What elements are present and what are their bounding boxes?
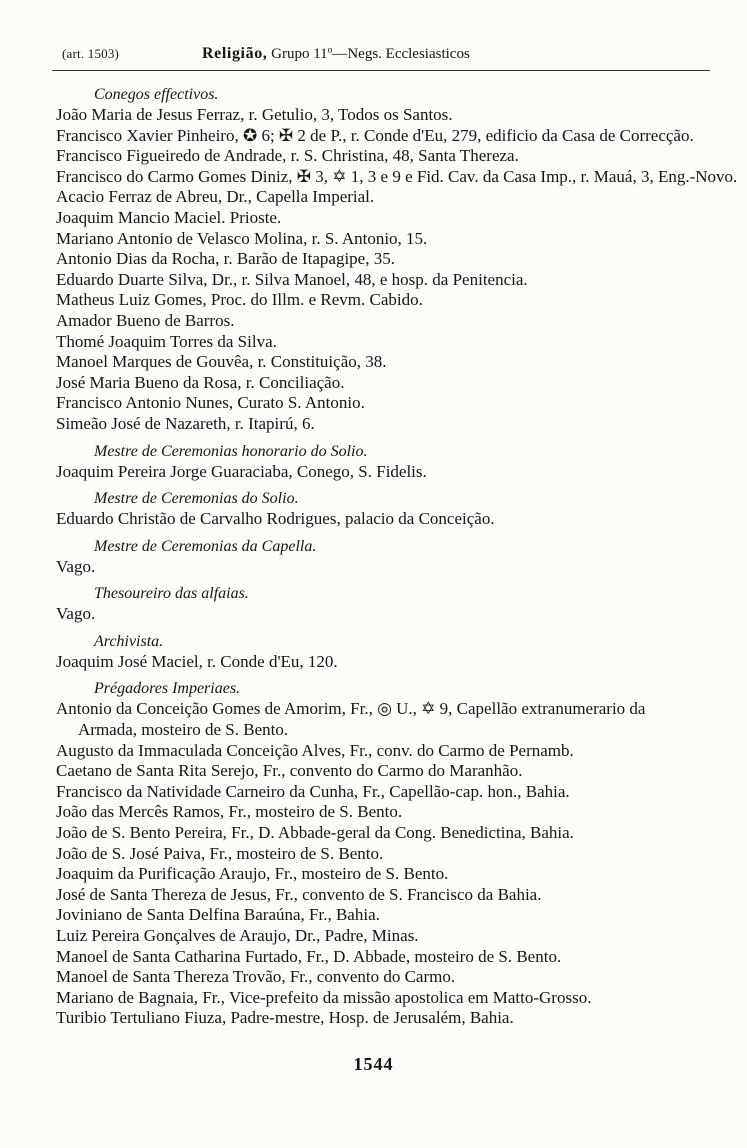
section-heading-rest: Grupo 11º—Negs. Ecclesiasticos: [267, 46, 470, 62]
list-item: Francisco Figueiredo de Andrade, r. S. Christina, 48, Santa Thereza.: [56, 146, 519, 166]
running-header: [52, 42, 712, 66]
section-heading-bold: Religião,: [202, 45, 268, 62]
list-item: Vago.: [56, 604, 96, 624]
section-title: Conegos effectivos.: [94, 86, 219, 103]
list-item: Francisco da Natividade Carneiro da Cunha, Fr., Capellão-cap. hon., Bahia.: [56, 781, 570, 801]
list-item: Caetano de Santa Rita Serejo, Fr., convento do Carmo do Maranhão.: [56, 761, 523, 781]
entry-list: [0, 509, 747, 530]
list-item: Joaquim Mancio Maciel. Prioste.: [56, 207, 282, 227]
article-reference: (art. 1503): [62, 46, 120, 61]
list-item: Manoel de Santa Thereza Trovão, Fr., convento do Carmo.: [56, 967, 456, 987]
list-item: Francisco Xavier Pinheiro, ✪ 6; ✠ 2 de P., r. Conde d'Eu, 279, edificio da Casa de Correcção.: [56, 125, 694, 145]
list-item: Francisco Antonio Nunes, Curato S. Antonio.: [56, 393, 365, 413]
list-item: Mariano Antonio de Velasco Molina, r. S. Antonio, 15.: [56, 228, 428, 248]
list-item: Simeão José de Nazareth, r. Itapirú, 6.: [56, 413, 315, 433]
list-item: João de S. José Paiva, Fr., mosteiro de S. Bento.: [56, 843, 384, 863]
section-title: Archivista.: [94, 632, 164, 650]
list-item: Turibio Tertuliano Fiuza, Padre-mestre, Hosp. de Jerusalém, Bahia.: [56, 1008, 514, 1028]
list-item: Joviniano de Santa Delfina Baraúna, Fr., Bahia.: [56, 905, 380, 925]
list-item: Augusto da Immaculada Conceição Alves, Fr., conv. do Carmo de Pernamb.: [56, 740, 574, 760]
list-item: Antonio Dias da Rocha, r. Barão de Itapagipe, 35.: [56, 249, 395, 269]
section-title: Mestre de Ceremonias honorario do Solio.: [94, 442, 368, 460]
section-title: Thesoureiro das alfaias.: [94, 585, 249, 603]
list-item: Eduardo Duarte Silva, Dr., r. Silva Manoel, 48, e hosp. da Penitencia.: [56, 269, 528, 289]
list-item: Joaquim Pereira Jorge Guaraciaba, Conego, S. Fidelis.: [56, 461, 427, 481]
section-3: [0, 536, 747, 578]
page-number: 1544: [353, 1054, 394, 1074]
list-item: Joaquim José Maciel, r. Conde d'Eu, 120.: [56, 651, 338, 671]
list-item: João das Mercês Ramos, Fr., mosteiro de S. Bento.: [56, 802, 403, 822]
list-item: Matheus Luiz Gomes, Proc. do Illm. e Revm. Cabido.: [56, 290, 423, 310]
section-heading: [202, 42, 470, 66]
list-item: Mariano de Bagnaia, Fr., Vice-prefeito da missão apostolica em Matto-Grosso.: [56, 987, 592, 1007]
list-item: Amador Bueno de Barros.: [56, 310, 235, 330]
list-item: José Maria Bueno da Rosa, r. Conciliação.: [56, 372, 345, 392]
list-item: Luiz Pereira Gonçalves de Araujo, Dr., Padre, Minas.: [56, 926, 419, 945]
list-item: Manoel Marques de Gouvêa, r. Constituição, 38.: [56, 352, 387, 372]
section-5: [0, 631, 747, 673]
entry-list: [0, 105, 747, 435]
section-title: Mestre de Ceremonias da Capella.: [94, 537, 317, 555]
list-item: Manoel de Santa Catharina Furtado, Fr., D. Abbade, mosteiro de S. Bento.: [56, 946, 562, 966]
list-item: Eduardo Christão de Carvalho Rodrigues, palacio da Conceição.: [56, 509, 495, 529]
entry-list: [0, 699, 747, 1029]
entry-list: [0, 652, 747, 673]
section-6: [0, 678, 747, 1029]
list-item: Acacio Ferraz de Abreu, Dr., Capella Imperial.: [56, 187, 375, 207]
list-item: Joaquim da Purificação Araujo, Fr., mosteiro de S. Bento.: [56, 864, 449, 884]
list-item: Antonio da Conceição Gomes de Amorim, Fr., ◎ U., ✡ 9, Capellão extranumerario da Armada, mosteiro de S. Bento.: [56, 699, 646, 740]
section-gap: [0, 1029, 747, 1035]
section-1: [0, 441, 747, 483]
list-item: João de S. Bento Pereira, Fr., D. Abbade-geral da Cong. Benedictina, Bahia.: [56, 823, 574, 843]
list-item: Thomé Joaquim Torres da Silva.: [56, 331, 277, 351]
list-item: João Maria de Jesus Ferraz, r. Getulio, 3, Todos os Santos.: [56, 105, 453, 124]
entry-list: [0, 462, 747, 483]
section-2: [0, 488, 747, 530]
entry-list: [0, 604, 747, 625]
document-body: [0, 84, 747, 1035]
list-item: Vago.: [56, 556, 96, 576]
list-item: José de Santa Thereza de Jesus, Fr., convento de S. Francisco da Bahia.: [56, 884, 542, 904]
entry-list: [0, 557, 747, 578]
list-item: Francisco do Carmo Gomes Diniz, ✠ 3, ✡ 1, 3 e 9 e Fid. Cav. da Casa Imp., r. Mauá, 3, Eng.-Novo.: [56, 166, 738, 186]
section-4: [0, 583, 747, 625]
header-rule: [52, 70, 710, 71]
section-title: Prégadores Imperiaes.: [94, 680, 241, 698]
section-0: [0, 84, 747, 435]
section-title: Mestre de Ceremonias do Solio.: [94, 490, 299, 508]
